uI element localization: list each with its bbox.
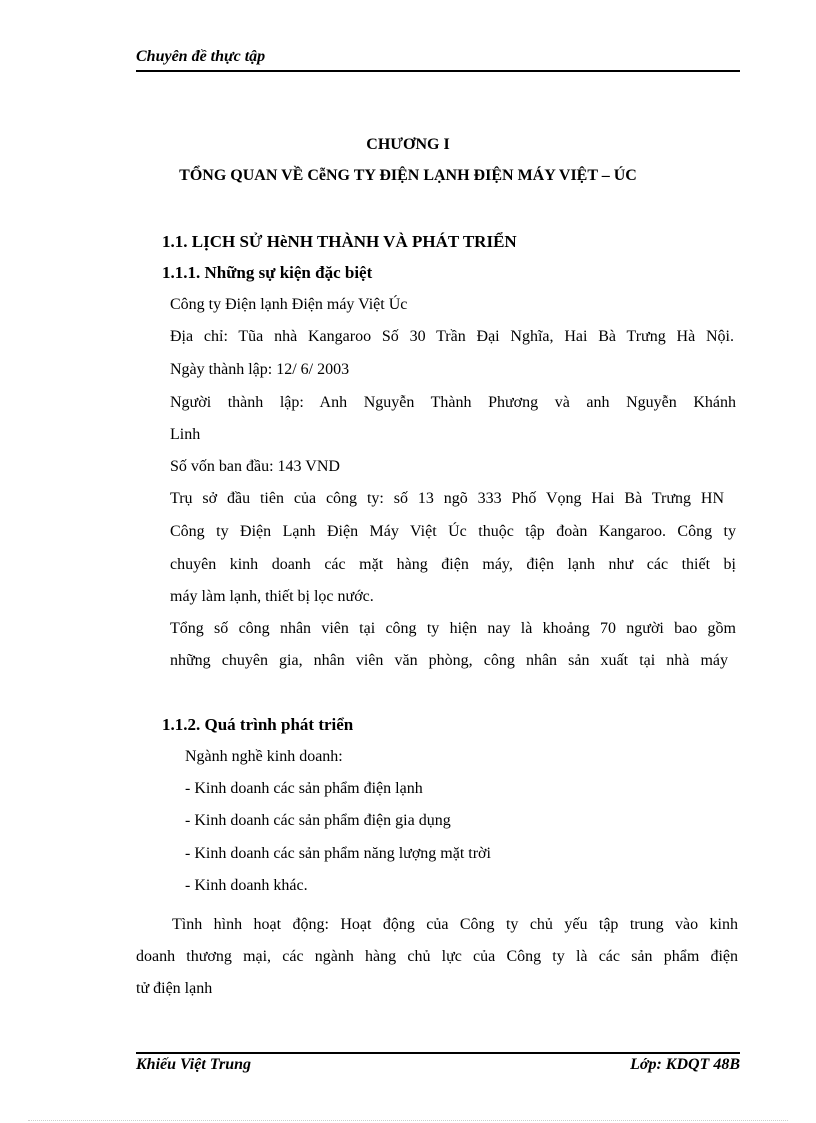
activity-paragraph-line: Tình hình hoạt động: Hoạt động của Công ty chủ yếu tập trung vào kinh xyxy=(172,916,738,933)
header-title: Chuyên đề thực tập xyxy=(136,48,266,65)
chapter-number: CHƯƠNG I xyxy=(366,136,450,153)
footer-author: Khiếu Việt Trung xyxy=(136,1056,251,1073)
subsection-1-heading: 1.1.1. Những sự kiện đặc biệt xyxy=(162,263,373,282)
body-line: Tổng số công nhân viên tại công ty hiện nay là khoảng 70 người bao gồm xyxy=(170,620,736,637)
footer-class: Lớp: KDQT 48B xyxy=(630,1056,740,1073)
business-intro: Ngành nghề kinh doanh: xyxy=(185,748,343,765)
list-item: - Kinh doanh các sản phẩm điện gia dụng xyxy=(185,812,451,829)
body-line: Linh xyxy=(170,426,201,443)
body-line: Công ty Điện Lạnh Điện Máy Việt Úc thuộc tập đoàn Kangaroo. Công ty xyxy=(170,523,736,540)
body-line: những chuyên gia, nhân viên văn phòng, công nhân sản xuất tại nhà máy xyxy=(170,652,728,669)
chapter-title: TỔNG QUAN VỀ CễNG TY ĐIỆN LẠNH ĐIỆN MÁY VIỆT – ÚC xyxy=(179,167,637,184)
body-line: Công ty Điện lạnh Điện máy Việt Úc xyxy=(170,296,408,313)
list-item: - Kinh doanh khác. xyxy=(185,877,308,894)
list-item: - Kinh doanh các sản phẩm điện lạnh xyxy=(185,780,423,797)
header-rule xyxy=(136,70,740,72)
list-item: - Kinh doanh các sản phẩm năng lượng mặt trời xyxy=(185,845,491,862)
body-line: Trụ sở đầu tiên của công ty: số 13 ngõ 333 Phố Vọng Hai Bà Trưng HN xyxy=(170,490,724,507)
body-line: chuyên kinh doanh các mặt hàng điện máy, điện lạnh như các thiết bị xyxy=(170,556,736,573)
body-line: Ngày thành lập: 12/ 6/ 2003 xyxy=(170,361,350,378)
body-line: Địa chỉ: Tũa nhà Kangaroo Số 30 Trần Đại Nghĩa, Hai Bà Trưng Hà Nội. xyxy=(170,328,734,345)
body-line: Người thành lập: Anh Nguyễn Thành Phương và anh Nguyễn Khánh xyxy=(170,394,736,411)
body-line: máy làm lạnh, thiết bị lọc nước. xyxy=(170,588,374,605)
section-heading: 1.1. LỊCH SỬ HèNH THÀNH VÀ PHÁT TRIỂN xyxy=(162,232,517,251)
body-line: Số vốn ban đầu: 143 VND xyxy=(170,458,340,475)
activity-paragraph-line: tử điện lạnh xyxy=(136,980,213,997)
footer-rule xyxy=(136,1052,740,1054)
activity-paragraph-line: doanh thương mại, các ngành hàng chủ lực của Công ty là các sản phẩm điện xyxy=(136,948,738,965)
page-bottom-border xyxy=(28,1120,788,1121)
subsection-2-heading: 1.1.2. Quá trình phát triển xyxy=(162,715,354,734)
